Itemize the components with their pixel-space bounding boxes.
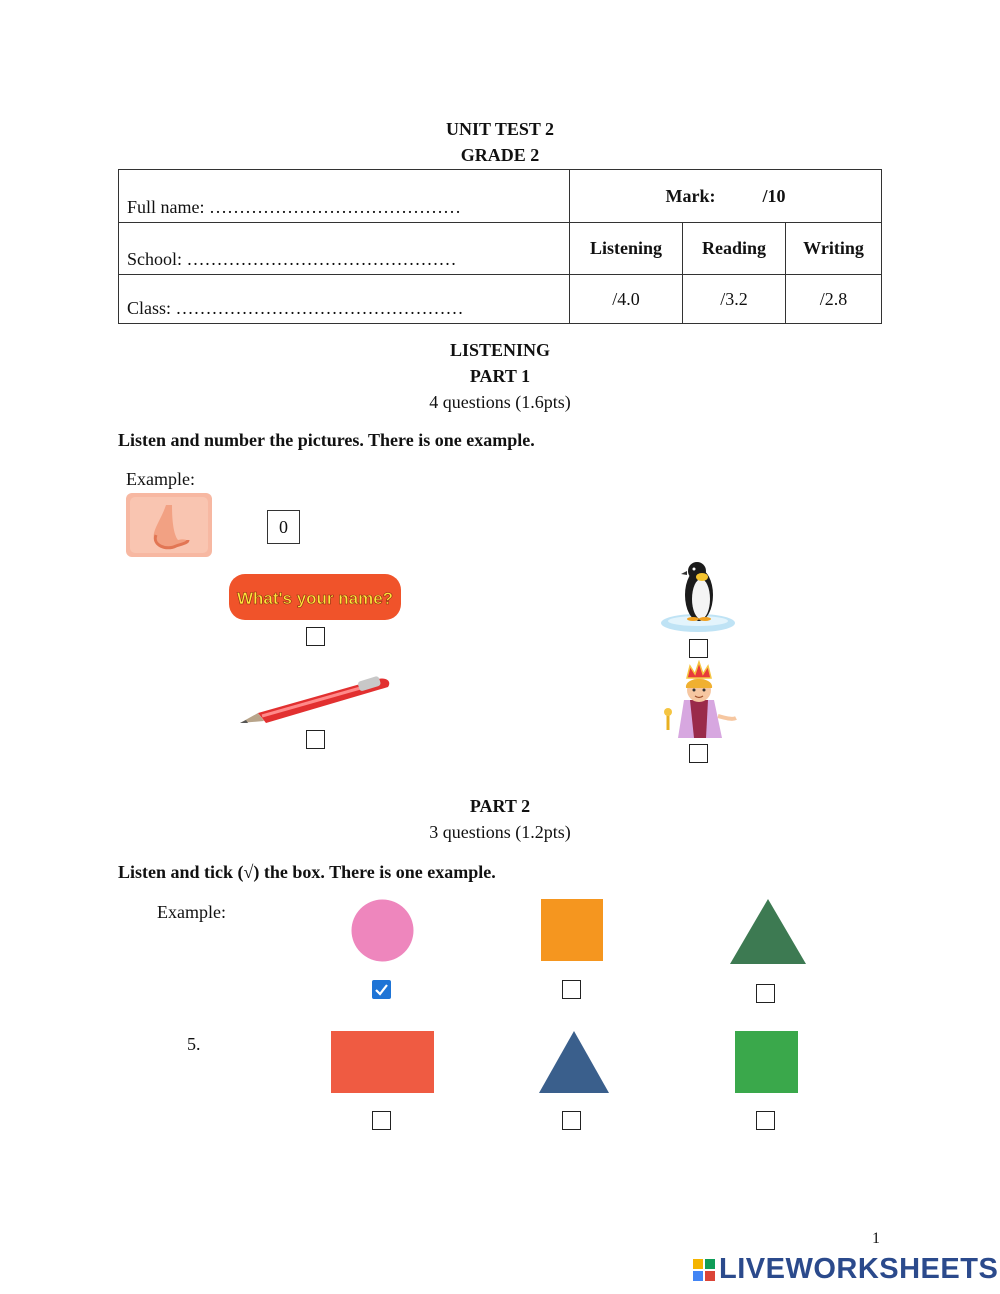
liveworksheets-logo	[693, 1253, 998, 1286]
part1-instruction: Listen and number the pictures. There is one example.	[118, 430, 535, 450]
q3-answer-box[interactable]	[306, 730, 325, 749]
checkmark-icon	[373, 981, 390, 998]
part1-questions: 4 questions (1.6pts)	[429, 392, 571, 412]
class-field[interactable]: Class: …………………………………………	[119, 275, 570, 324]
blue-triangle-shape	[538, 1031, 610, 1093]
penguin-picture	[659, 557, 737, 635]
listening-header: Listening	[570, 223, 683, 275]
student-info-table	[118, 169, 882, 324]
speech-bubble-text: What's your name?	[236, 589, 394, 608]
reading-score[interactable]: /3.2	[683, 275, 786, 324]
part2-instruction: Listen and tick (√) the box. There is one example.	[118, 862, 496, 882]
q5-option-1-box[interactable]	[372, 1111, 391, 1130]
writing-header: Writing	[786, 223, 882, 275]
full-name-field[interactable]: Full name: ……………………………………	[119, 170, 570, 223]
q4-answer-box[interactable]	[689, 744, 708, 763]
test-title: UNIT TEST 2	[445, 119, 555, 139]
grade-title: GRADE 2	[460, 145, 540, 165]
part1-title: PART 1	[469, 366, 531, 386]
q5-option-3-box[interactable]	[756, 1111, 775, 1130]
dark-green-triangle-shape	[729, 899, 807, 965]
example-number-box: 0	[267, 510, 300, 544]
liveworksheets-logo-icon	[693, 1259, 715, 1281]
orange-square-shape	[541, 899, 603, 961]
example-option-1-box[interactable]	[372, 980, 391, 999]
part2-example-label: Example:	[157, 902, 226, 922]
red-rectangle-shape	[331, 1031, 434, 1093]
whats-your-name-picture	[228, 573, 402, 621]
part1-example-label: Example:	[126, 469, 195, 489]
q2-answer-box[interactable]	[689, 639, 708, 658]
pen-picture	[238, 673, 394, 727]
part2-title: PART 2	[469, 796, 531, 816]
writing-score[interactable]: /2.8	[786, 275, 882, 324]
question-5-number: 5.	[187, 1034, 201, 1054]
nose-picture	[126, 493, 212, 557]
q1-answer-box[interactable]	[306, 627, 325, 646]
page-number: 1	[872, 1230, 880, 1247]
green-square-shape	[735, 1031, 798, 1093]
mark-label: Mark:	[665, 185, 716, 206]
example-option-3-box[interactable]	[756, 984, 775, 1003]
listening-score[interactable]: /4.0	[570, 275, 683, 324]
school-field[interactable]: School: ………………………………………	[119, 223, 570, 275]
mark-cell	[570, 170, 882, 223]
king-picture	[660, 660, 738, 740]
reading-header: Reading	[683, 223, 786, 275]
pink-circle-shape	[351, 899, 414, 962]
q5-option-2-box[interactable]	[562, 1111, 581, 1130]
brand-text: LIVEWORKSHEETS	[719, 1253, 999, 1285]
part2-questions: 3 questions (1.2pts)	[429, 822, 571, 842]
mark-total: /10	[762, 185, 786, 206]
listening-heading: LISTENING	[449, 340, 551, 360]
example-option-2-box[interactable]	[562, 980, 581, 999]
